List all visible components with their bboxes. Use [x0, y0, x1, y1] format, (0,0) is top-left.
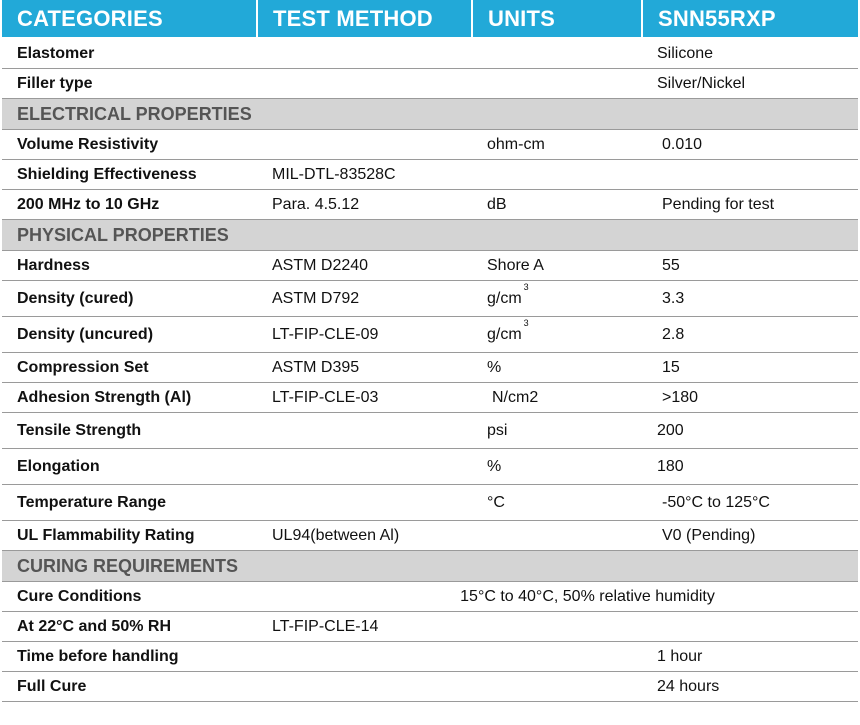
value-hardness: 55: [642, 251, 858, 281]
method-at22: LT-FIP-CLE-14: [257, 612, 472, 642]
units-hardness: Shore A: [472, 251, 642, 281]
value-mhz: Pending for test: [642, 190, 858, 220]
label-adhesion: Adhesion Strength (Al): [2, 383, 257, 413]
value-adhesion: >180: [642, 383, 858, 413]
row-cure-conditions: [2, 582, 858, 612]
value-compression: 15: [642, 353, 858, 383]
units-compression: %: [472, 353, 642, 383]
label-density-cured: Density (cured): [2, 281, 257, 317]
row-elongation: [2, 449, 858, 485]
value-density-cured: 3.3: [642, 281, 858, 317]
row-at22: [2, 612, 858, 642]
label-cure-conditions: Cure Conditions: [2, 582, 257, 612]
units-density-uncured-text: g/cm: [487, 325, 522, 343]
units-elongation: %: [472, 449, 642, 485]
label-filler: Filler type: [2, 69, 257, 99]
units-density-cured-text: g/cm: [487, 289, 522, 307]
value-ul: V0 (Pending): [642, 521, 858, 551]
label-density-uncured: Density (uncured): [2, 317, 257, 353]
value-handling: 1 hour: [642, 642, 858, 672]
units-density-uncured: [472, 317, 642, 353]
label-hardness: Hardness: [2, 251, 257, 281]
row-density-cured: [2, 281, 858, 317]
section-physical-title: PHYSICAL PROPERTIES: [2, 220, 858, 251]
units-density-cured-sup: 3: [523, 281, 529, 292]
method-adhesion: LT-FIP-CLE-03: [257, 383, 472, 413]
row-handling: [2, 642, 858, 672]
method-mhz: Para. 4.5.12: [257, 190, 472, 220]
header-categories: CATEGORIES: [2, 0, 257, 38]
header-product: SNN55RXP: [642, 0, 858, 38]
label-elongation: Elongation: [2, 449, 257, 485]
row-filler: [2, 69, 858, 99]
method-density-uncured: LT-FIP-CLE-09: [257, 317, 472, 353]
value-elastomer: Silicone: [642, 38, 858, 69]
label-temperature: Temperature Range: [2, 485, 257, 521]
value-density-uncured: 2.8: [642, 317, 858, 353]
row-mhz: [2, 190, 858, 220]
units-density-uncured-sup: 3: [523, 317, 529, 328]
row-volume-resistivity: [2, 130, 858, 160]
row-temperature: [2, 485, 858, 521]
label-tensile: Tensile Strength: [2, 413, 257, 449]
header-units: UNITS: [472, 0, 642, 38]
row-shielding: [2, 160, 858, 190]
units-volume-resistivity: ohm-cm: [472, 130, 642, 160]
value-tensile: 200: [642, 413, 858, 449]
label-compression: Compression Set: [2, 353, 257, 383]
method-density-cured: ASTM D792: [257, 281, 472, 317]
section-physical: [2, 220, 858, 251]
units-tensile: psi: [472, 413, 642, 449]
properties-table: [2, 0, 858, 702]
value-full-cure: 24 hours: [642, 672, 858, 702]
header-row: [2, 0, 858, 38]
label-at22: At 22°C and 50% RH: [2, 612, 257, 642]
method-ul: UL94(between Al): [257, 521, 472, 551]
method-shielding: MIL-DTL-83528C: [257, 160, 472, 190]
method-compression: ASTM D395: [257, 353, 472, 383]
value-elongation: 180: [642, 449, 858, 485]
label-ul: UL Flammability Rating: [2, 521, 257, 551]
value-filler: Silver/Nickel: [642, 69, 858, 99]
section-electrical: [2, 99, 858, 130]
label-volume-resistivity: Volume Resistivity: [2, 130, 257, 160]
value-cure-conditions: 15°C to 40°C, 50% relative humidity: [257, 582, 858, 612]
label-mhz: 200 MHz to 10 GHz: [2, 190, 257, 220]
header-test-method: TEST METHOD: [257, 0, 472, 38]
label-shielding: Shielding Effectiveness: [2, 160, 257, 190]
label-full-cure: Full Cure: [2, 672, 257, 702]
label-elastomer: Elastomer: [2, 38, 257, 69]
row-hardness: [2, 251, 858, 281]
units-mhz: dB: [472, 190, 642, 220]
row-adhesion: [2, 383, 858, 413]
units-density-cured: [472, 281, 642, 317]
section-electrical-title: ELECTRICAL PROPERTIES: [2, 99, 858, 130]
row-density-uncured: [2, 317, 858, 353]
units-adhesion: N/cm2: [472, 383, 642, 413]
row-full-cure: [2, 672, 858, 702]
value-temperature: -50°C to 125°C: [642, 485, 858, 521]
section-curing-title: CURING REQUIREMENTS: [2, 551, 858, 582]
method-hardness: ASTM D2240: [257, 251, 472, 281]
row-tensile: [2, 413, 858, 449]
row-ul: [2, 521, 858, 551]
row-compression: [2, 353, 858, 383]
label-handling: Time before handling: [2, 642, 257, 672]
section-curing: [2, 551, 858, 582]
row-elastomer: [2, 38, 858, 69]
units-temperature: °C: [472, 485, 642, 521]
value-volume-resistivity: 0.010: [642, 130, 858, 160]
